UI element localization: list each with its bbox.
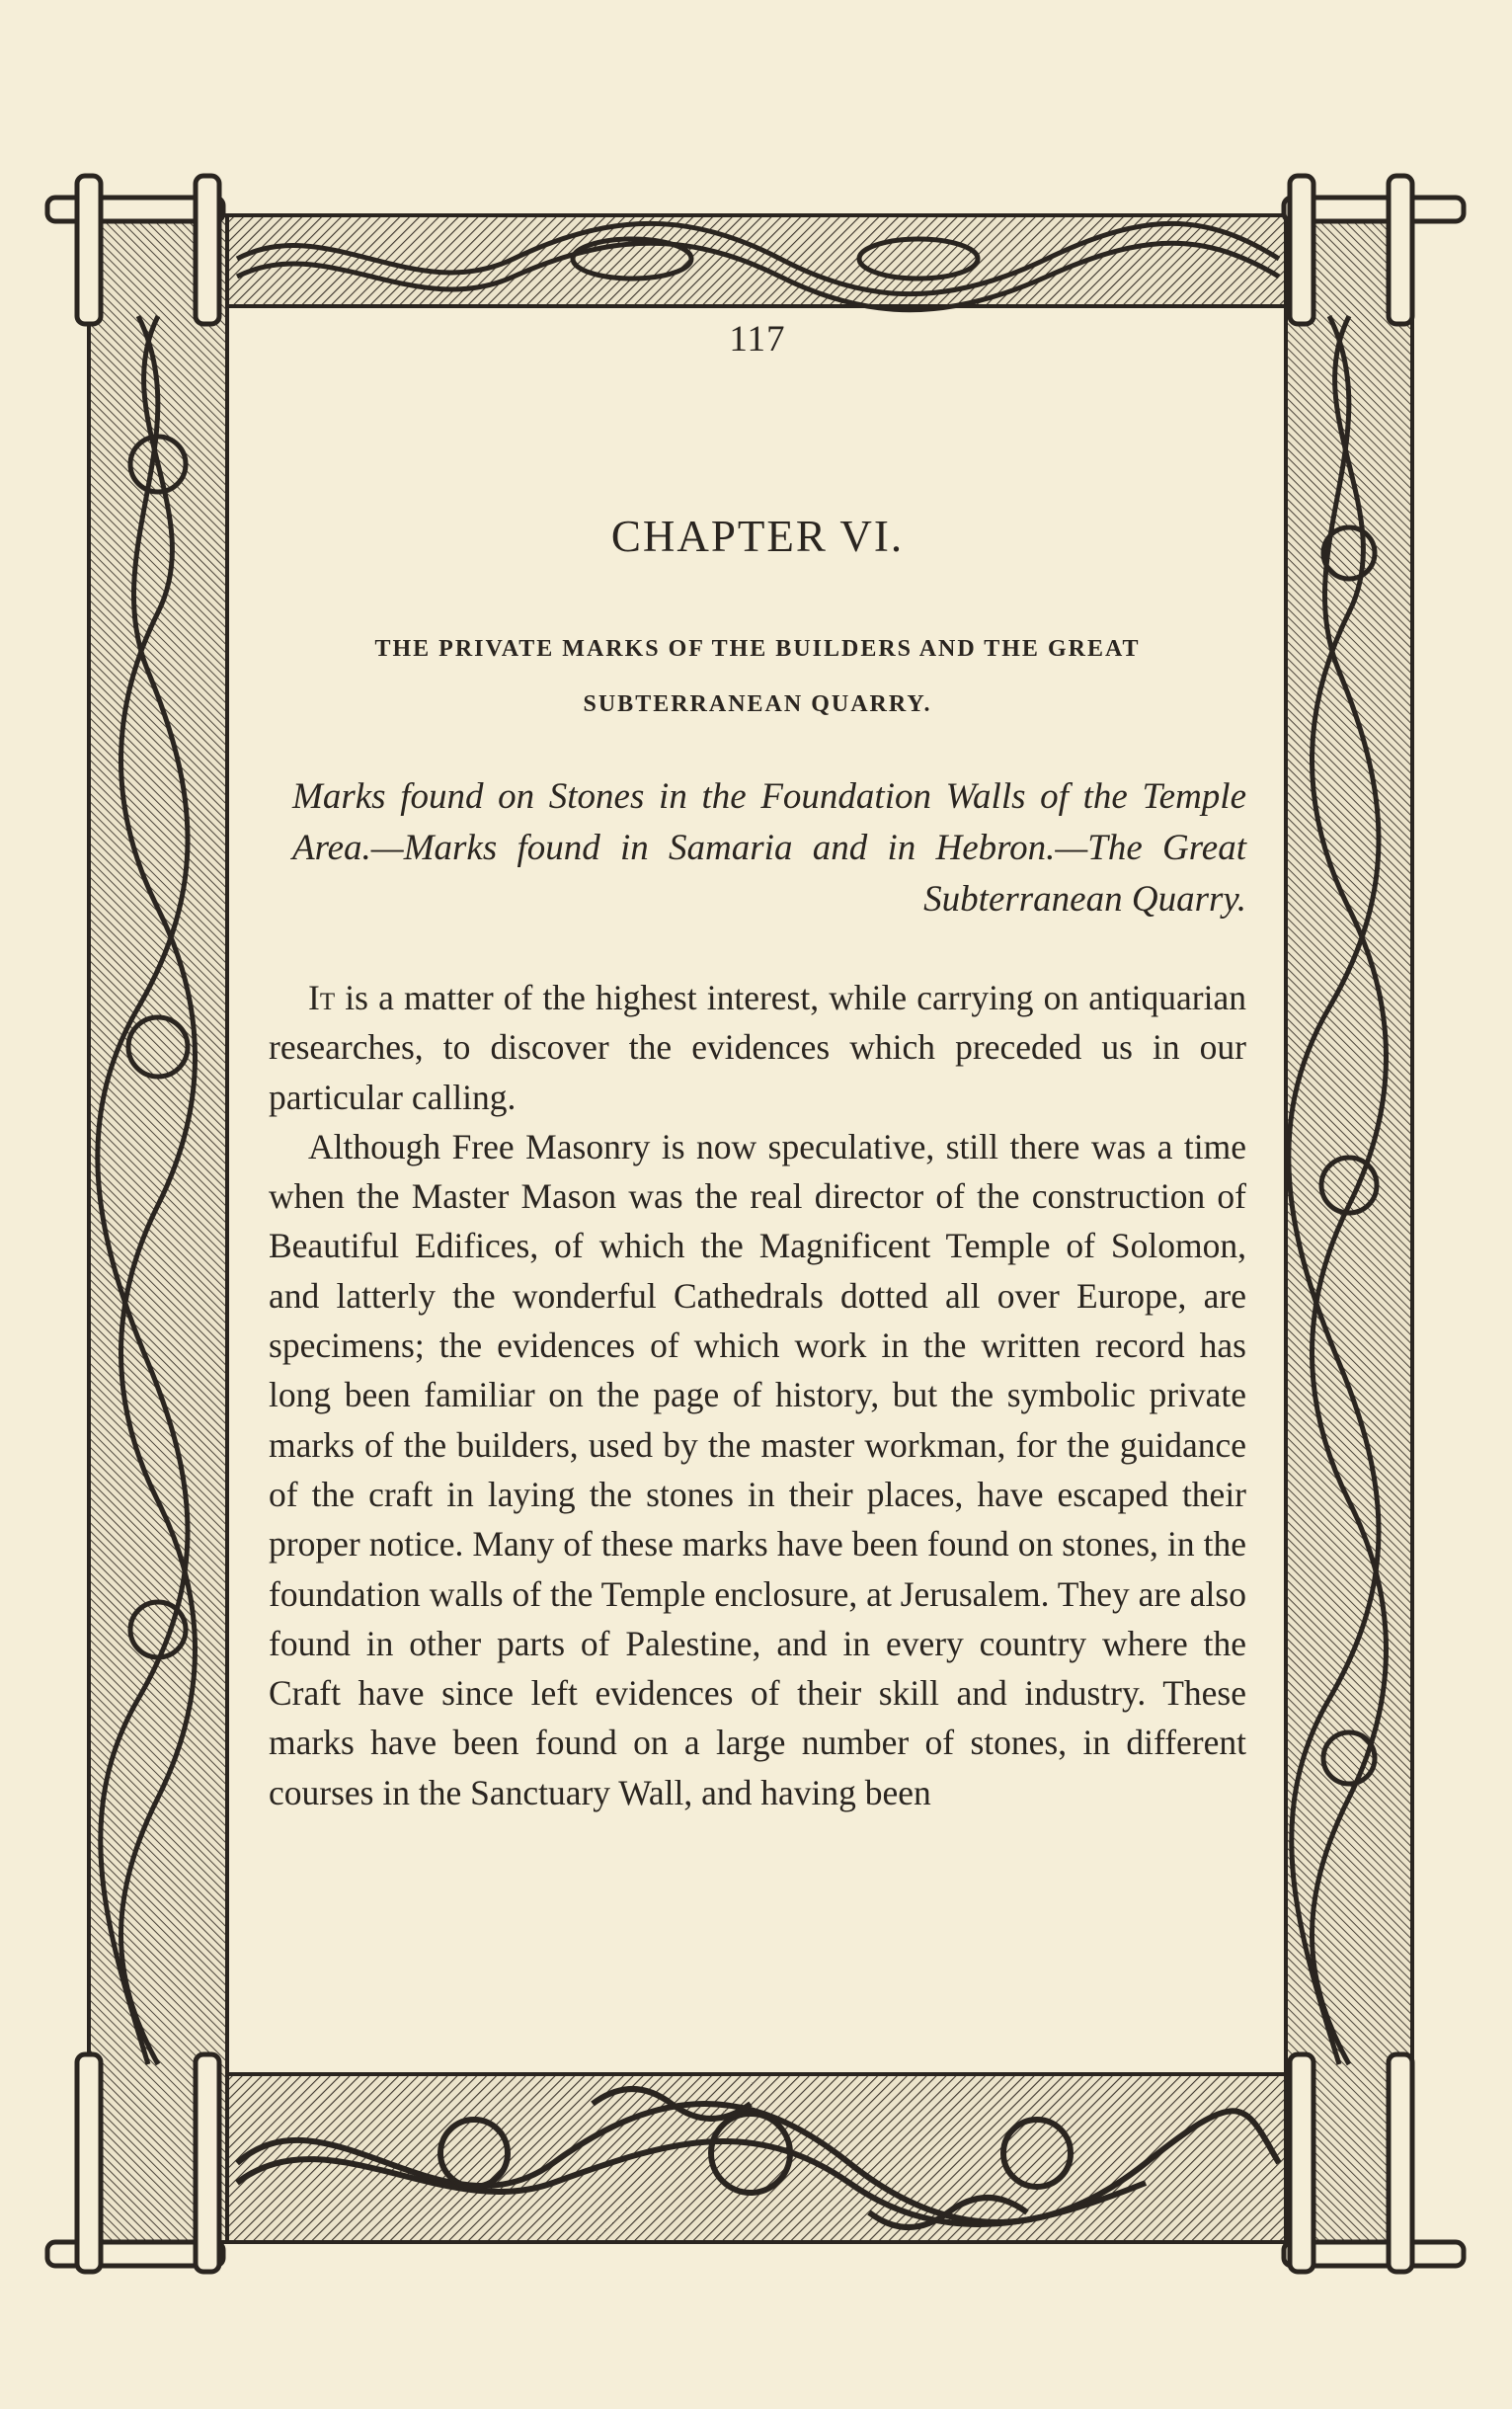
paragraph-1-rest: is a matter of the highest interest, while carrying on antiquarian researches, to discover the evidences which preceded us in our particular calling. xyxy=(269,978,1246,1117)
chapter-subtitle-line-1: THE PRIVATE MARKS OF THE BUILDERS AND THE GREAT xyxy=(374,636,1141,662)
chapter-title: CHAPTER VI. xyxy=(610,512,905,561)
page-number: 117 xyxy=(729,319,786,360)
paragraph-1-lead: It xyxy=(308,978,336,1017)
paragraph-2: Although Free Masonry is now speculative, still there was a time when the Master Mason was the real director of the construction of Beautiful Edifices, of which the Magnificent Temple of Solomon, and latterly the wonderful Cathedrals dotted all over Europe, are specimens; the evidences of which work in the written record has long been familiar on the page of history, but the symbolic private marks of the builders, used by the master workman, for the guidance of the craft in laying the stones in their places, have escaped their proper notice. Many of these marks have been found on stones, in the foundation walls of the Temple enclosure, at Jerusalem. They are also found in other parts of Palestine, and in every country where the Craft have since left evidences of their skill and industry. These marks have been found on a large number of stones, in different courses in the Sanctuary Wall, and having been xyxy=(269,1126,1246,1812)
page-content xyxy=(269,314,1246,2013)
chapter-synopsis: Marks found on Stones in the Foundation Walls of the Temple Area.—Marks found in Samaria and in Hebron.—The Great Subterranean Quarry. xyxy=(292,776,1246,920)
body-text xyxy=(269,973,1246,1817)
chapter-subtitle xyxy=(269,621,1246,732)
frame-left-band xyxy=(89,215,227,2242)
paragraph-1 xyxy=(269,973,1246,1122)
chapter-subtitle-line-2: SUBTERRANEAN QUARRY. xyxy=(583,691,932,717)
